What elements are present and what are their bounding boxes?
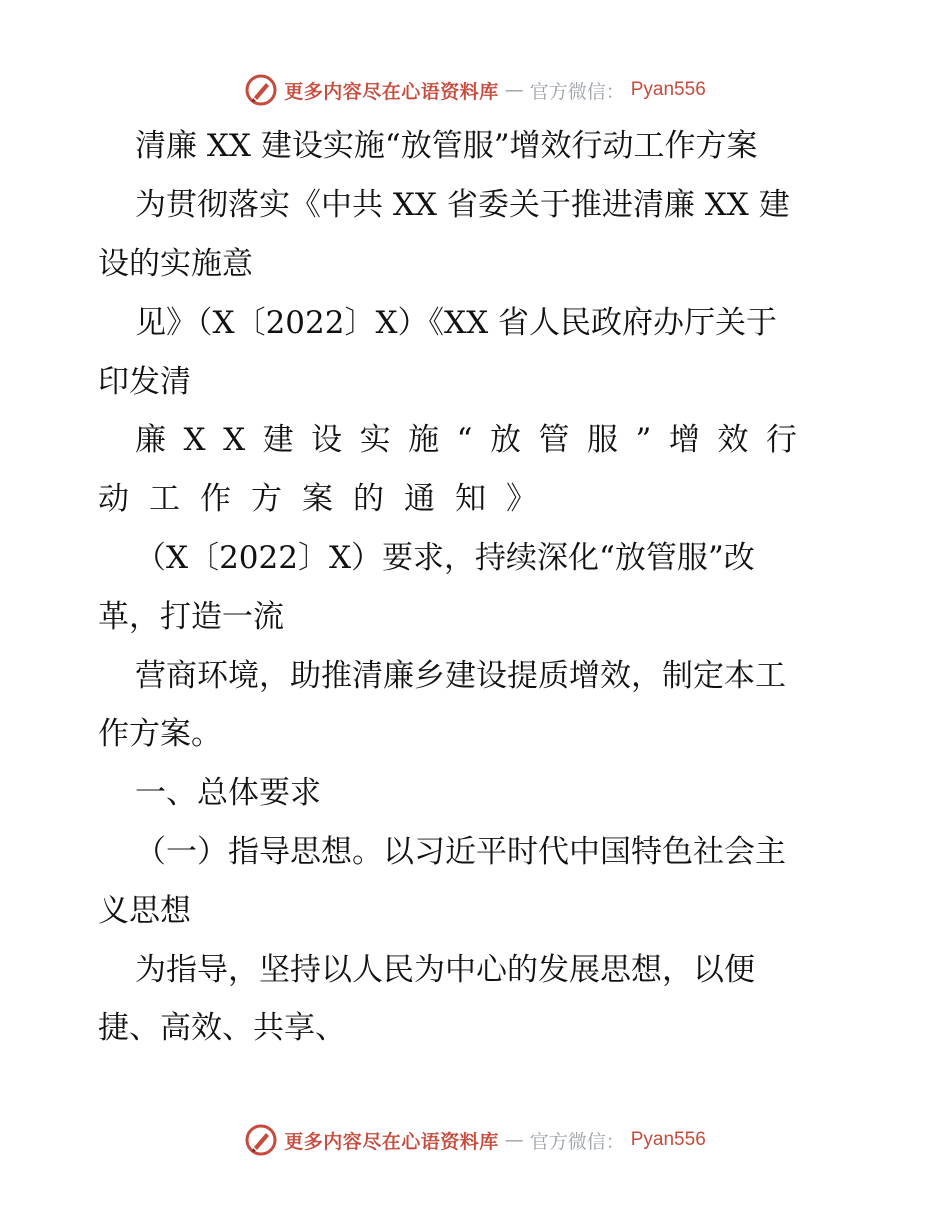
watermark-brand: 更多内容尽在心语资料库 <box>284 80 499 103</box>
watermark-dash: — <box>504 79 524 101</box>
paragraph-line: 为指导，坚持以人民为中心的发展思想，以便 <box>135 952 755 988</box>
paragraph-line: 廉XX建设实施“放管服”增效行 <box>135 422 815 458</box>
watermark-handle: Pyan556 <box>630 1129 706 1150</box>
watermark-handle: Pyan556 <box>630 79 706 100</box>
watermark-dash: — <box>504 1129 524 1151</box>
paragraph-line: 为贯彻落实《中共 XX 省委关于推进清廉 XX 建 <box>135 187 790 223</box>
paragraph-line: 义思想 <box>98 893 191 929</box>
paragraph-line: 动工作方案的通知》 <box>98 481 557 517</box>
paragraph-line: 设的实施意 <box>98 246 253 282</box>
pen-logo-icon <box>244 1123 278 1157</box>
paragraph-line: 印发清 <box>98 364 191 400</box>
watermark-footer <box>0 1120 950 1160</box>
paragraph-line: 作方案。 <box>98 716 222 752</box>
paragraph-line: 捷、高效、共享、 <box>98 1010 346 1046</box>
section-heading: 一、总体要求 <box>135 775 321 811</box>
paragraph-line: （一）指导思想。以习近平时代中国特色社会主 <box>135 834 786 870</box>
document-title: 清廉 XX 建设实施“放管服”增效行动工作方案 <box>135 128 758 164</box>
paragraph-line: （X〔2022〕X）要求，持续深化“放管服”改 <box>135 540 755 576</box>
watermark-contact-label: 官方微信： <box>529 1130 625 1153</box>
paragraph-line: 革，打造一流 <box>98 599 284 635</box>
paragraph-line: 营商环境，助推清廉乡建设提质增效，制定本工 <box>135 658 786 694</box>
watermark-contact-label: 官方微信： <box>529 80 625 103</box>
paragraph-line: 见》（X〔2022〕X）《XX 省人民政府办厅关于 <box>135 305 778 341</box>
pen-logo-icon <box>244 73 278 107</box>
watermark-brand: 更多内容尽在心语资料库 <box>284 1130 499 1153</box>
watermark-header <box>0 70 950 110</box>
